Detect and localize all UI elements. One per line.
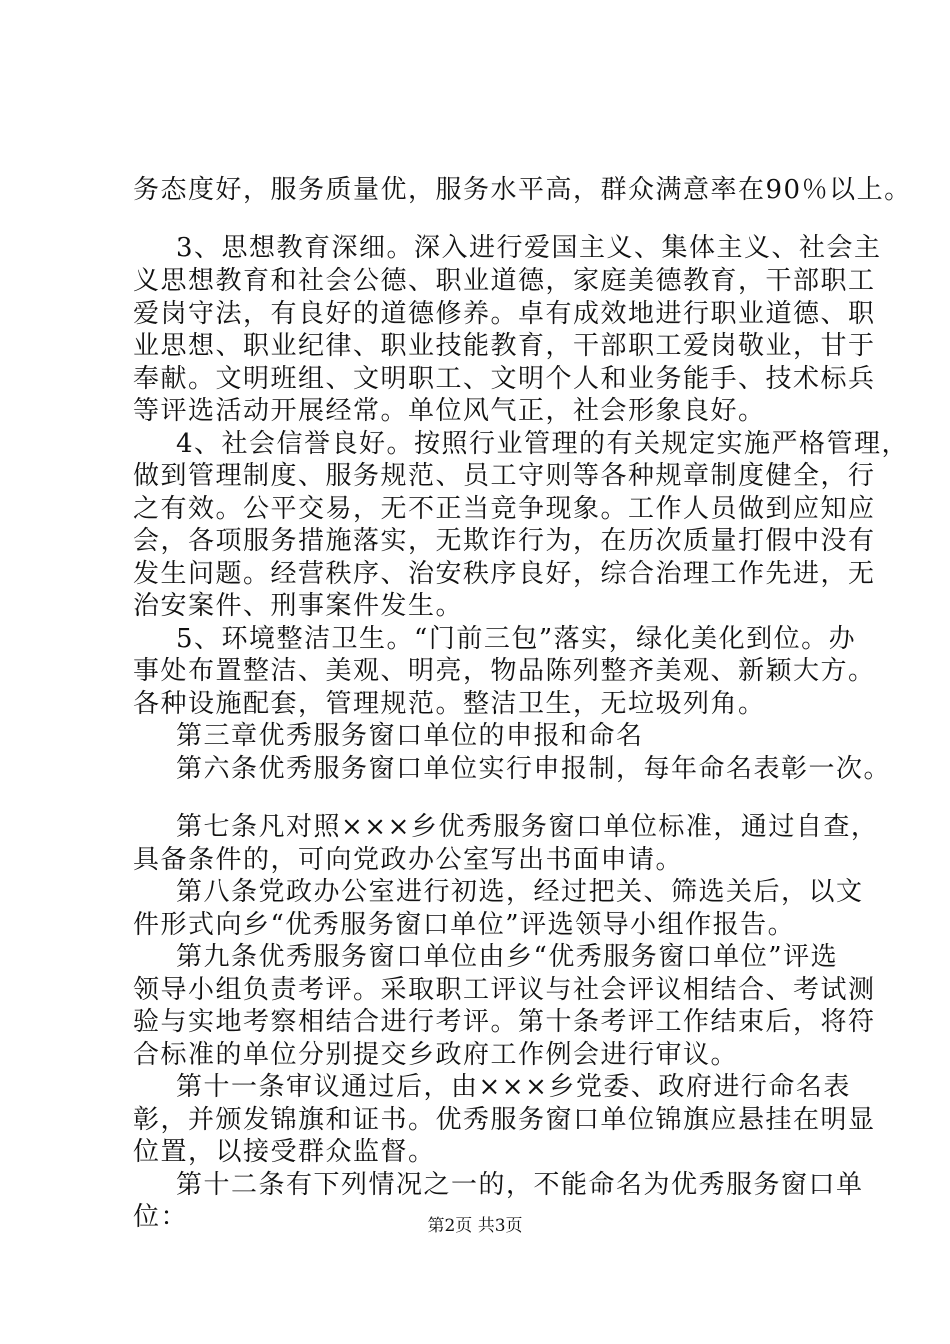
text-line: 位： <box>133 1202 189 1232</box>
text-line: 务态度好，服务质量优，服务水平高，群众满意率在90％以上。 <box>133 175 912 205</box>
text-line: 之有效。公平交易，无不正当竞争现象。工作人员做到应知应 <box>133 494 876 524</box>
text-line: 4、社会信誉良好。按照行业管理的有关规定实施严格管理， <box>176 429 910 459</box>
text-line: 5、环境整洁卫生。“门前三包”落实，绿化美化到位。办 <box>176 624 857 654</box>
text-line: 爱岗守法，有良好的道德修养。卓有成效地进行职业道德、职 <box>133 299 876 329</box>
text-line: 会，各项服务措施落实，无欺诈行为，在历次质量打假中没有 <box>133 526 876 556</box>
text-line: 具备条件的，可向党政办公室写出书面申请。 <box>133 845 684 875</box>
text-line: 义思想教育和社会公德、职业道德，家庭美德教育，干部职工 <box>133 266 876 296</box>
text-line: 位置，以接受群众监督。 <box>133 1137 436 1167</box>
text-line: 第九条优秀服务窗口单位由乡“优秀服务窗口单位”评选 <box>176 942 839 972</box>
text-line: 业思想、职业纪律、职业技能教育，干部职工爱岗敬业，甘于 <box>133 331 876 361</box>
text-line: 领导小组负责考评。采取职工评议与社会评议相结合、考试测 <box>133 975 876 1005</box>
text-line: 第七条凡对照×××乡优秀服务窗口单位标准，通过自查， <box>176 812 879 842</box>
text-line: 等评选活动开展经常。单位风气正，社会形象良好。 <box>133 396 766 426</box>
chapter-heading: 第三章优秀服务窗口单位的申报和命名 <box>176 721 644 751</box>
text-line: 第十二条有下列情况之一的，不能命名为优秀服务窗口单 <box>176 1170 864 1200</box>
text-line: 第十一条审议通过后，由×××乡党委、政府进行命名表 <box>176 1072 851 1102</box>
text-line: 第八条党政办公室进行初选，经过把关、筛选关后，以文 <box>176 877 864 907</box>
text-line: 发生问题。经营秩序、治安秩序良好，综合治理工作先进，无 <box>133 559 876 589</box>
text-line: 做到管理制度、服务规范、员工守则等各种规章制度健全，行 <box>133 461 876 491</box>
text-line: 各种设施配套，管理规范。整洁卫生，无垃圾列角。 <box>133 689 766 719</box>
text-line: 奉献。文明班组、文明职工、文明个人和业务能手、技术标兵 <box>133 364 876 394</box>
text-line: 第六条优秀服务窗口单位实行申报制，每年命名表彰一次。 <box>176 754 892 784</box>
text-line: 3、思想教育深细。深入进行爱国主义、集体主义、社会主 <box>176 233 882 263</box>
text-line: 合标准的单位分别提交乡政府工作例会进行审议。 <box>133 1040 739 1070</box>
text-line: 验与实地考察相结合进行考评。第十条考评工作结束后，将符 <box>133 1007 876 1037</box>
page-number-footer: 第2页 共3页 <box>427 1216 523 1236</box>
text-line: 治安案件、刑事案件发生。 <box>133 591 464 621</box>
text-line: 事处布置整洁、美观、明亮，物品陈列整齐美观、新颖大方。 <box>133 656 876 686</box>
text-line: 件形式向乡“优秀服务窗口单位”评选领导小组作报告。 <box>133 910 796 940</box>
text-line: 彰，并颁发锦旗和证书。优秀服务窗口单位锦旗应悬挂在明显 <box>133 1105 876 1135</box>
